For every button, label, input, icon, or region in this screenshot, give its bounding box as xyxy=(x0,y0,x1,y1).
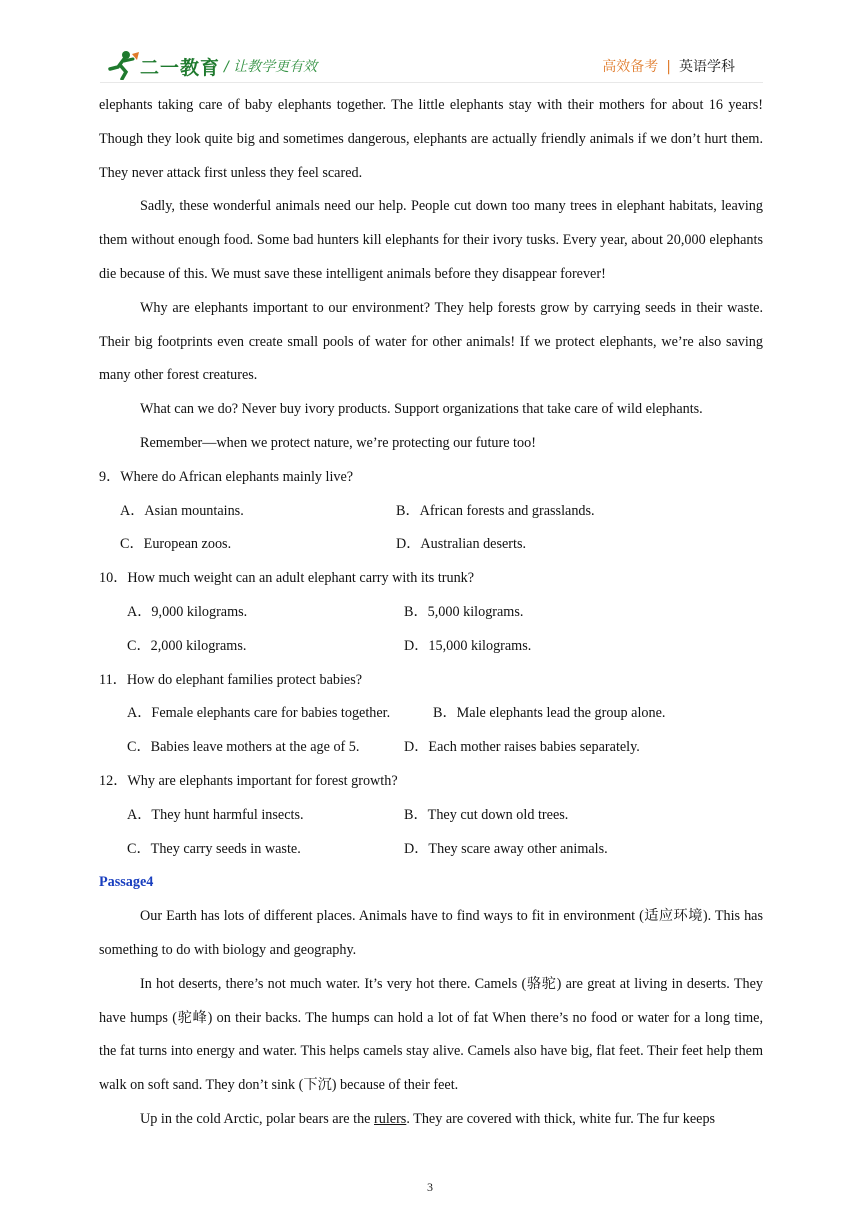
option-d: D．Each mother raises babies separately. xyxy=(404,739,640,756)
question-stem: 12．Why are elephants important for forest growth? xyxy=(99,772,398,789)
question-stem: 10．How much weight can an adult elephant carry with its trunk? xyxy=(99,570,475,587)
page-header xyxy=(0,0,860,90)
header-subject-label: 英语学科 xyxy=(679,59,735,75)
option-b: B．5,000 kilograms. xyxy=(404,603,524,620)
option-d: D．They scare away other animals. xyxy=(404,840,608,857)
paragraph: Our Earth has lots of different places. Animals have to find ways to fit in environment (适应环境). This has something to do with biology and geography. xyxy=(99,908,763,958)
question-9 xyxy=(99,461,763,562)
header-separator: | xyxy=(666,59,671,75)
logo-text: 二一教育 xyxy=(140,57,221,79)
page-number: 3 xyxy=(427,1180,433,1194)
paragraph xyxy=(99,1103,763,1137)
question-11 xyxy=(99,664,763,765)
options-row xyxy=(99,731,763,765)
option-c: C．European zoos. xyxy=(120,536,232,553)
question-12 xyxy=(99,765,763,866)
paragraph: What can we do? Never buy ivory products. Support organizations that take care of wild elephants. xyxy=(140,401,703,418)
paragraph: elephants taking care of baby elephants together. The little elephants stay with their mothers for about 16 years! Though they look quite big and sometimes dangerous, elephants are actually friendly animals if we don’t hurt them. They never attack first unless they feel scared. xyxy=(99,97,763,181)
option-a: A．Asian mountains. xyxy=(120,502,244,519)
header-exam-label: 高效备考 xyxy=(602,59,659,75)
underlined-word: rulers xyxy=(374,1110,407,1127)
options-row xyxy=(99,495,763,529)
paragraph-text: Up in the cold Arctic, polar bears are the xyxy=(140,1110,375,1127)
option-c: C．They carry seeds in waste. xyxy=(127,840,301,857)
runner-logo-icon xyxy=(106,50,140,80)
option-c: C．2,000 kilograms. xyxy=(127,637,247,654)
paragraph: Sadly, these wonderful animals need our help. People cut down too many trees in elephant habitats, leaving them without enough food. Some bad hunters kill elephants for their ivory tusks. Every year, about 20,000 elephants die because of this. We must save these intelligent animals before they disappear forever! xyxy=(99,198,763,282)
option-a: A．Female elephants care for babies together. xyxy=(127,705,391,722)
option-c: C．Babies leave mothers at the age of 5. xyxy=(127,739,360,756)
paragraph: Why are elephants important to our environment? They help forests grow by carrying seeds in their waste. Their big footprints even create small pools of water for other animals! If we protect elephants, we’re also saving many other forest creatures. xyxy=(99,299,763,384)
option-d: D．15,000 kilograms. xyxy=(404,637,532,654)
header-divider xyxy=(100,82,763,83)
options-row xyxy=(99,799,763,833)
options-row xyxy=(99,697,763,731)
option-d: D．Australian deserts. xyxy=(396,536,527,553)
option-a: A．They hunt harmful insects. xyxy=(127,806,304,823)
question-stem: 9．Where do African elephants mainly live? xyxy=(99,468,354,485)
option-b: B．They cut down old trees. xyxy=(404,806,569,823)
question-stem: 11．How do elephant families protect babies? xyxy=(99,671,363,688)
options-row xyxy=(99,596,763,630)
options-row xyxy=(99,833,763,867)
option-b: B．Male elephants lead the group alone. xyxy=(433,705,666,722)
header-subject xyxy=(602,56,735,76)
document-body xyxy=(99,89,763,1137)
paragraph-text: . They are covered with thick, white fur. The fur keeps xyxy=(406,1110,716,1127)
header-slogan: / 让教学更有效 xyxy=(224,59,318,75)
option-b: B．African forests and grasslands. xyxy=(396,502,595,519)
options-row xyxy=(99,630,763,664)
paragraph: In hot deserts, there’s not much water. It’s very hot there. Camels (骆驼) are great at living in deserts. They have humps (驼峰) on their backs. The humps can hold a lot of fat When there’s no food or water for a long time, the fat turns into energy and water. This helps camels stay alive. Camels also have big, flat feet. Their feet help them walk on soft sand. They don’t sink (下沉) because of their feet. xyxy=(99,975,763,1094)
passage-title: Passage4 xyxy=(99,874,154,891)
paragraph: Remember—when we protect nature, we’re protecting our future too! xyxy=(140,434,536,451)
options-row xyxy=(99,528,763,562)
option-a: A．9,000 kilograms. xyxy=(127,603,248,620)
question-10 xyxy=(99,562,763,663)
